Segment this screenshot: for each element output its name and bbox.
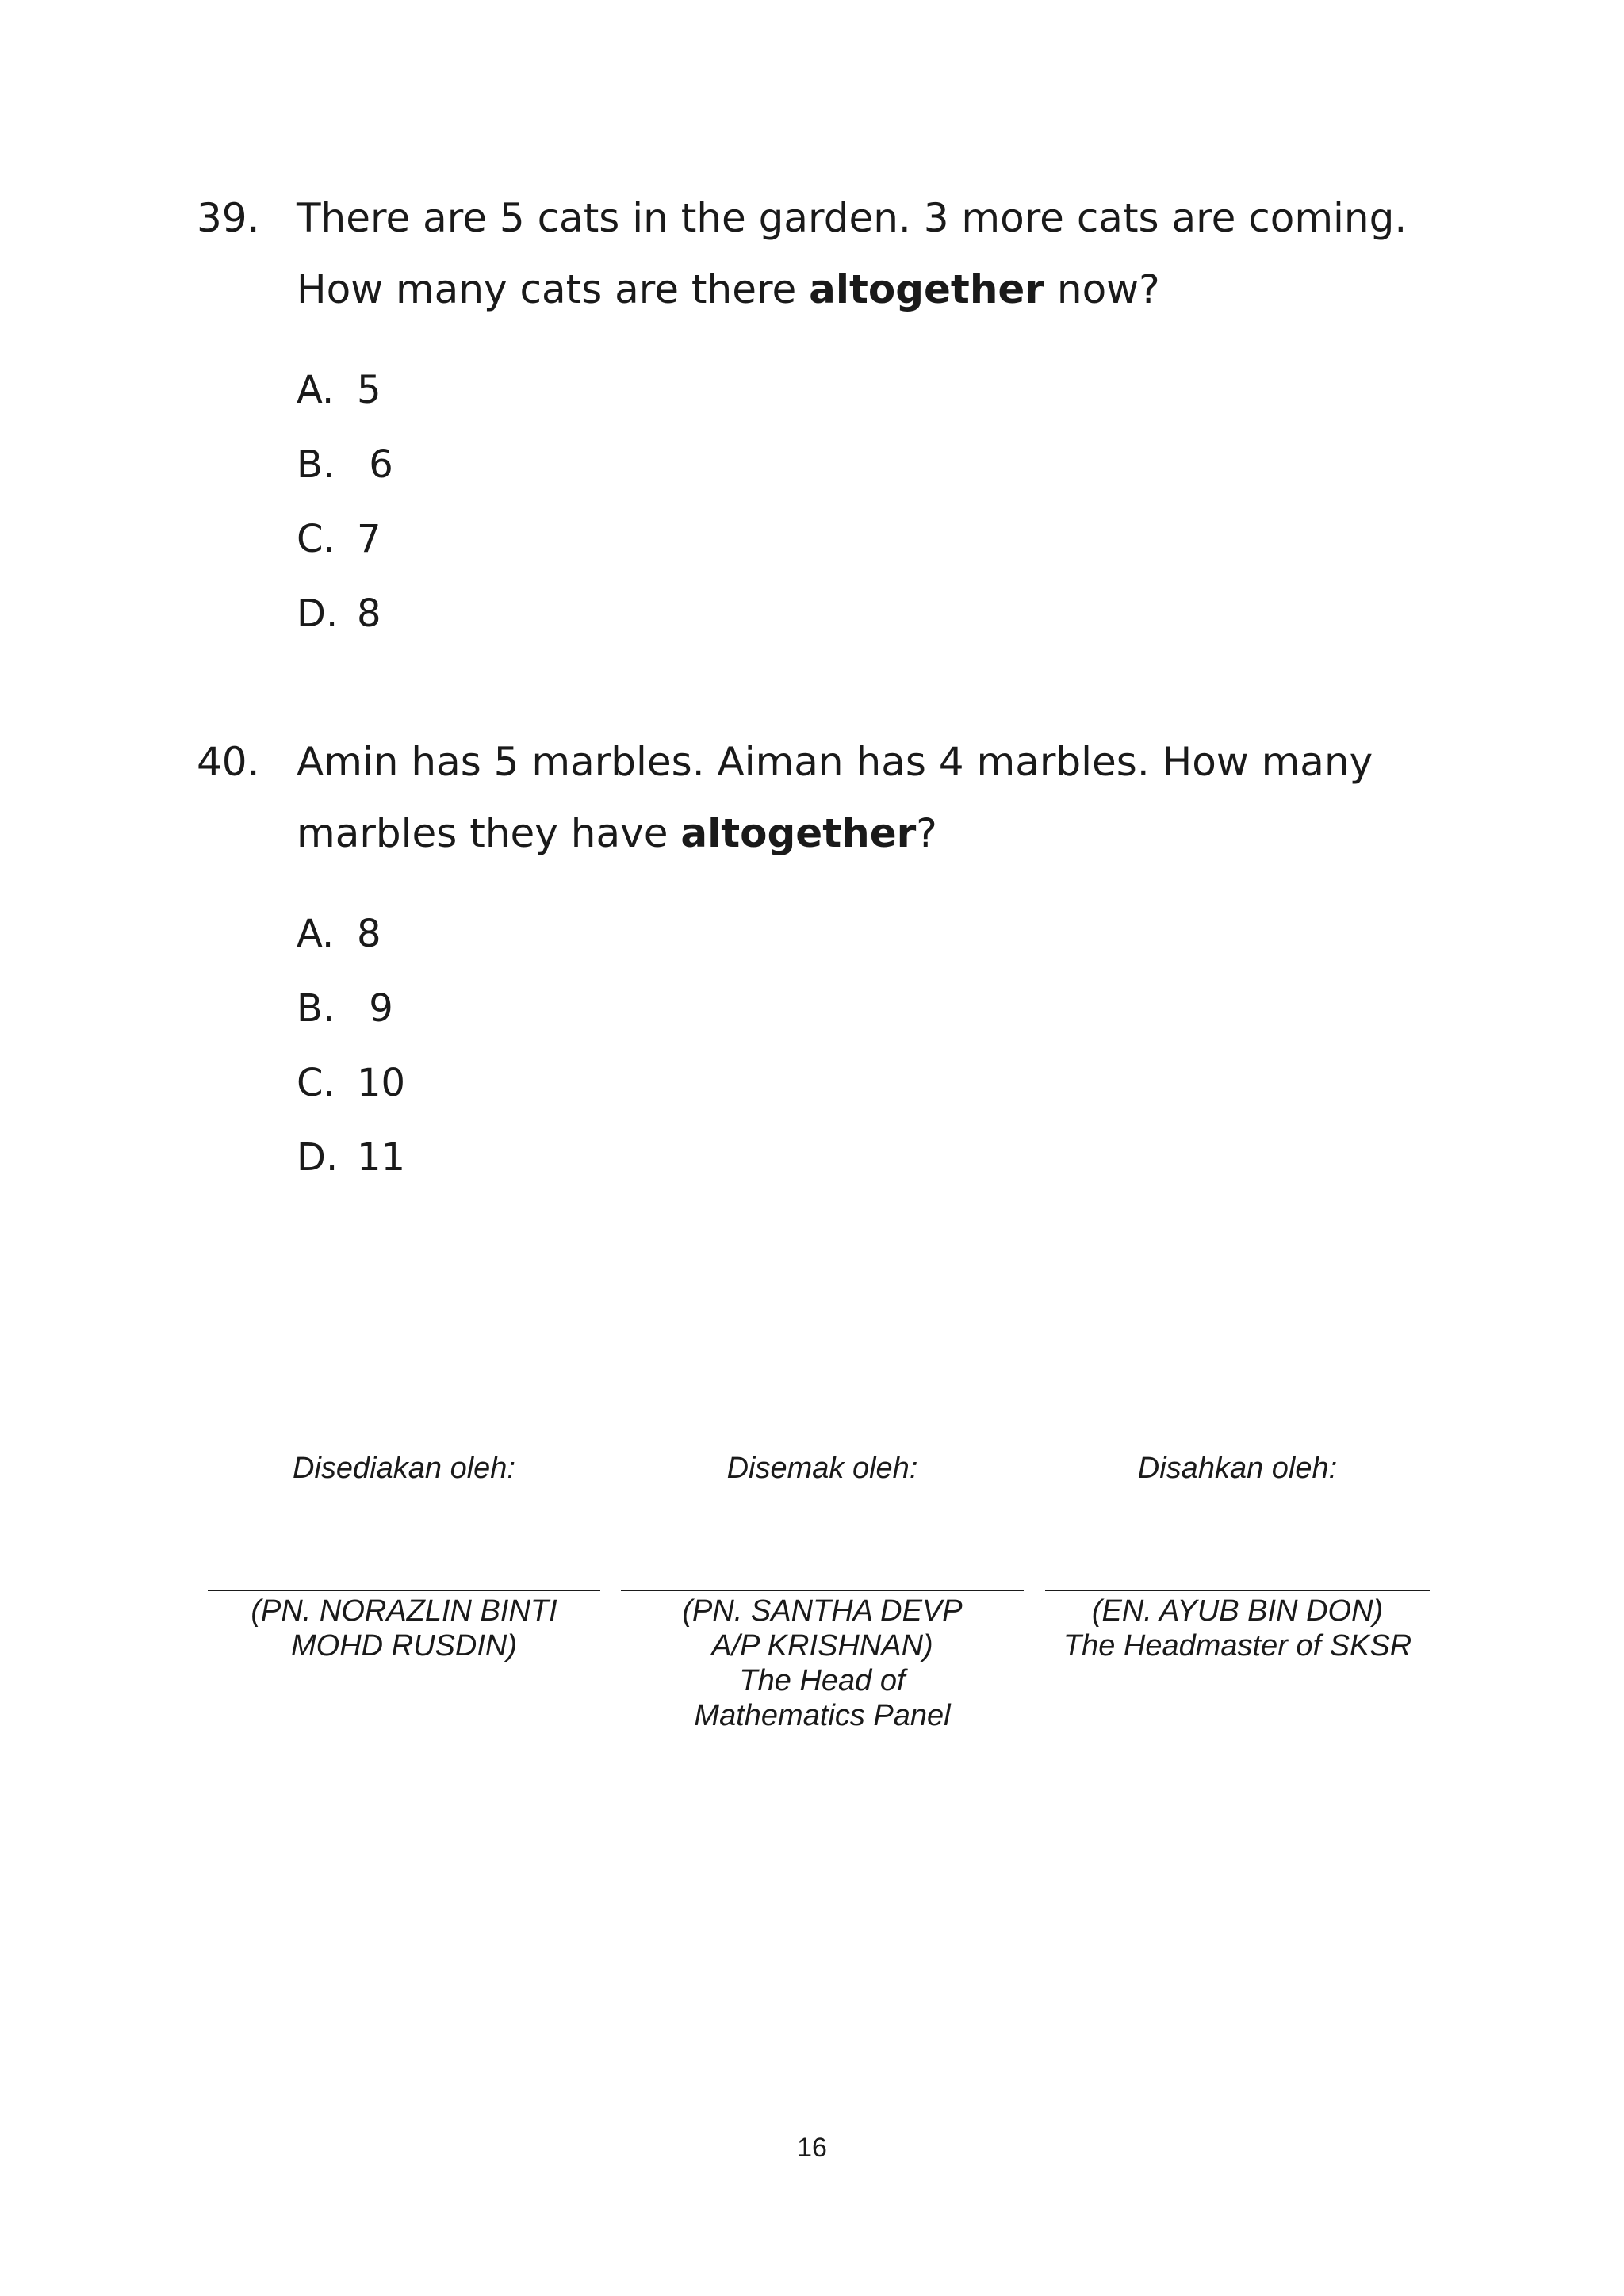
option-letter: A.: [297, 368, 335, 412]
signature-checked-by: [621, 1451, 1024, 1732]
option-d[interactable]: [297, 576, 393, 651]
option-c[interactable]: [297, 1046, 405, 1120]
option-letter: B.: [297, 442, 335, 487]
question-text-part: now?: [1044, 266, 1160, 312]
signatory-name: (PN. SANTHA DEVP A/P KRISHNAN): [682, 1594, 963, 1663]
option-b[interactable]: [297, 971, 405, 1046]
signatory-title: The Head of Mathematics Panel: [694, 1664, 951, 1732]
question-text: [297, 726, 1470, 869]
signatory-name: (PN. NORAZLIN BINTI MOHD RUSDIN): [251, 1594, 557, 1663]
signature-details: [1045, 1594, 1430, 1663]
signature-label: Disahkan oleh:: [1137, 1452, 1338, 1485]
option-letter: C.: [297, 1061, 335, 1105]
answer-options: [297, 897, 405, 1195]
signature-approved-by: [1045, 1451, 1430, 1663]
question-number: 40.: [197, 739, 260, 785]
signature-label: Disemak oleh:: [726, 1452, 918, 1485]
question-bold-word: altogether: [680, 810, 917, 856]
option-letter: B.: [297, 986, 335, 1031]
signature-details: [208, 1594, 600, 1663]
question-bold-word: altogether: [809, 266, 1044, 312]
option-a[interactable]: [297, 353, 393, 427]
question-text-part: ?: [916, 810, 937, 856]
question-39: [197, 182, 1465, 658]
question-text-part: There are 5 cats in the garden. 3 more cats are coming. How many cats are there: [297, 195, 1408, 312]
signatory-title: The Headmaster of SKSR: [1063, 1629, 1412, 1663]
signature-line: [1045, 1590, 1430, 1591]
option-value: 7: [357, 517, 381, 561]
question-text: [297, 182, 1470, 325]
signature-line: [208, 1590, 600, 1591]
option-letter: A.: [297, 912, 335, 956]
question-text-part: Amin has 5 marbles. Aiman has 4 marbles. How many marbles they have: [297, 739, 1373, 856]
option-d[interactable]: [297, 1120, 405, 1195]
option-letter: D.: [297, 591, 339, 636]
page-number: 16: [797, 2133, 827, 2163]
option-value: 9: [357, 986, 393, 1031]
option-value: 8: [357, 591, 381, 636]
option-value: 6: [357, 442, 393, 487]
option-letter: D.: [297, 1135, 339, 1180]
signature-line: [621, 1590, 1024, 1591]
option-a[interactable]: [297, 897, 405, 971]
option-value: 8: [357, 912, 381, 956]
option-value: 11: [357, 1135, 406, 1180]
question-40: [197, 726, 1465, 1202]
option-value: 5: [357, 368, 381, 412]
option-value: 10: [357, 1061, 406, 1105]
option-c[interactable]: [297, 502, 393, 576]
signature-prepared-by: [208, 1451, 600, 1663]
signatory-name: (EN. AYUB BIN DON): [1091, 1594, 1384, 1628]
answer-options: [297, 353, 393, 651]
question-number: 39.: [197, 195, 260, 241]
option-letter: C.: [297, 517, 335, 561]
signature-details: [621, 1594, 1024, 1733]
signature-label: Disediakan oleh:: [293, 1452, 515, 1485]
option-b[interactable]: [297, 427, 393, 502]
